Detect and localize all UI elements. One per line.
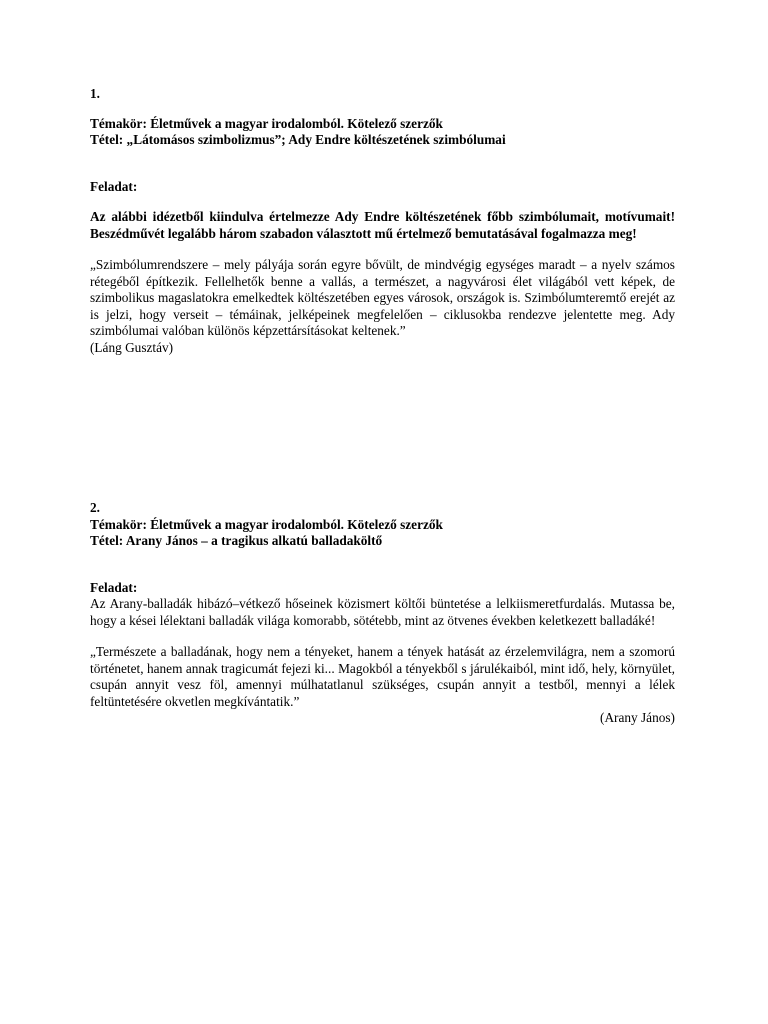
- task-label: Feladat:: [90, 178, 138, 194]
- section-2: [90, 500, 675, 727]
- task-label: Feladat:: [90, 579, 138, 595]
- topic-heading: Témakör: Életművek a magyar irodalomból. Kötelező szerzők: [90, 516, 443, 532]
- task-text: Az alábbi idézetből kiindulva értelmezze Ady Endre költészetének főbb szimbólumait, motívumait! Beszédművét legalább három szabadon választott mű értelmező bemutatásával fogalmazza meg!: [90, 209, 675, 241]
- section-1: [90, 86, 675, 356]
- quote-text: „Szimbólumrendszere – mely pályája során egyre bővült, de mindvégig egységes maradt – a nyelv számos rétegéből építkezik. Fellelhetők benne a vallás, a természet, a nagyvárosi élet világából vett képek, de szimbolikus magaslatokra emelkedtek költészetében egyes városok, országok is. Szimbólumteremtő erejét az is jelzi, hogy verseit – témáinak, jelképeinek megfelelően – ciklusokba rendezve jelentette meg. Ady szimbólumai valóban különös képzettársításokat keltenek.”: [90, 257, 675, 338]
- quote-author: (Láng Gusztáv): [90, 339, 174, 355]
- topic-heading: Témakör: Életművek a magyar irodalomból. Kötelező szerzők: [90, 115, 443, 131]
- task-text: Az Arany-balladák hibázó–vétkező hőseinek közismert költői büntetése a lelkiismeretfurdalás. Mutassa be, hogy a kései lélektani balladák világa komorabb, sötétebb, mint az ötvenes években keletkezett balladáké!: [90, 596, 675, 628]
- quote-author: (Arany János): [600, 710, 675, 725]
- section-number: 1.: [90, 86, 100, 101]
- thesis-heading: Tétel: Arany János – a tragikus alkatú balladaköltő: [90, 533, 383, 548]
- quote-text: „Természete a balladának, hogy nem a tényeket, hanem a tények hatását az érzelemvilágra, nem a szomorú történetet, hanem annak tragicumát fejezi ki... Magokból a tényekből s járulékaiból, mint idő, hely, környület, csupán annyit vesz föl, amennyi múlhatatlanul szükséges, csupán annyit a testből, mennyi a lélek feltüntetésére okvetlen megkívántatik.”: [90, 644, 675, 709]
- section-number: 2.: [90, 500, 100, 515]
- thesis-heading: Tétel: „Látomásos szimbolizmus”; Ady Endre költészetének szimbólumai: [90, 132, 506, 147]
- document-page: [90, 86, 675, 727]
